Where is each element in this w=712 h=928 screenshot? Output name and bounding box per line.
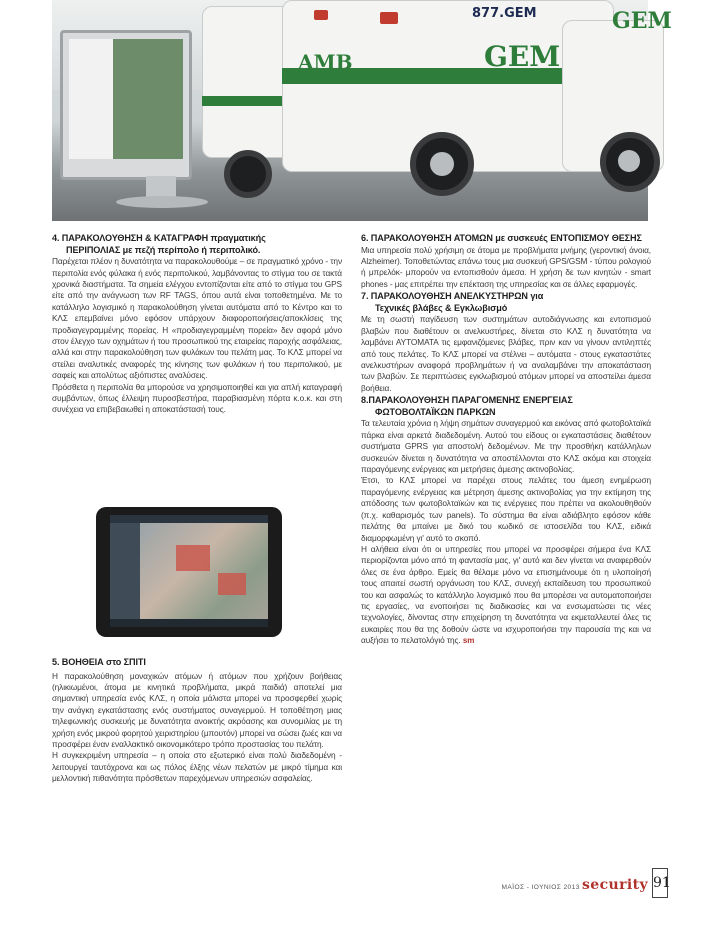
map-highlight [218, 573, 246, 595]
warning-light [380, 12, 398, 24]
wheel [600, 132, 660, 192]
section-8-paragraph-3-text: Η αλήθεια είναι ότι οι υπηρεσίες που μπορεί να προσφέρει σήμερα ένα ΚΛΣ περιορίζονται μόνο από τη φαντασία μας, γι' αυτό και δεν γίνεται να αναφερθούν όλες σε ένα άρθρο. Εμείς θα θέλαμε μόνο να επισημάνουμε ότι η υλοποίησή τους απαιτεί σωστή οργάνωση του ΚΛΣ, συνεχή εκπαίδευση του προσωπικού του και ασφαλώς το κατάλληλο λογισμικό που θα μπορέσει να αυτοματοποιήσει τις εργασίες, να ενοποιήσει τις διαδικασίες και να ενσωματώσει τις νέες τεχνολογίες, δίνοντας στην επιχείρηση τη δυνατότητα να εκμεταλλευτεί όλες τις ευκαιρίες που θα της δοθούν ώστε να ισχυροποιήσει την παρουσία της και να αυξήσει το πελατολόγιό της. [361, 543, 651, 646]
wheel-hub [430, 152, 454, 176]
map-highlight [176, 545, 210, 571]
issue-date: ΜΑΪΟΣ - ΙΟΥΝΙΟΣ 2013 [501, 884, 580, 891]
right-column [361, 233, 651, 647]
truck-logo-front: GEM [612, 8, 672, 34]
monitor-stand [146, 176, 176, 198]
section-4-paragraph-1: Παρέχεται πλέον η δυνατότητα να παρακολουθούμε – σε πραγματικό χρόνο - την περιπολία ενός φύλακα ή ενός περιπολικού, λαμβάνοντας το στίγμα του σε τακτά χρονικά διαστήματα. Τα σημεία ελέγχου εντοπίζονται είτε από το στίγμα του GPS είτε από την ανάγνωση των RF TAGS, όπου αυτά είναι τοποθετημένα. Με το κατάλληλο λογισμικό η παρακολούθηση γίνεται αυτόματα από το Κέντρο και το ΚΛΣ επεμβαίνει μόνο εφόσον υπάρχουν διαφοροποιήσεις/αποκλίσεις της προδιαγεγραμμένης πορείας. Η «προδιαγεγραμμένη πορεία» δεν αφορά μόνο στον έλεγχο των οχημάτων ή του προσωπικού της εταιρείας παροχής ασφάλειας, αλλά και στην παρακολούθηση των φυλάκων του πελάτη μας. Το ΚΛΣ μπορεί να στείλει αναλυτικές αναφορές της κίνησης των φυλάκων ή του περιπολικού, με σαφείς και απολύτως αξιόπιστες αναλύσεις. [52, 256, 342, 381]
section-5-paragraph-1: Η παρακολούθηση μοναχικών ατόμων ή ατόμων που χρήζουν βοήθειας (ηλικιωμένοι, άτομα με κινητικά προβλήματα, μικρά παιδιά) αποτελεί μια σημαντική υπηρεσία ενός ΚΛΣ, η οποία μάλιστα μπορεί να προσφερθεί χωρίς την ανάγκη εγκατάστασης ενός συστήματος συναγερμού. Η τοποθέτηση μιας τηλεφωνικής συσκευής με δυνατότητα ανοικτής ακρόασης και συνομιλίας με τη χρήση ενός μικρού φορητού χειριστηρίου (μπουτόν) μπορεί να σώσει ζωές και να προσφέρει έναν εναλλακτικό οικονομικότερο τρόπο προστασίας του πελάτη. [52, 670, 342, 750]
section-7-heading-line2: Τεχνικές βλάβες & Εγκλωβισμό [375, 302, 508, 313]
section-5-paragraph-2: Η συγκεκριμένη υπηρεσία – η οποία στο εξωτερικό είναι πολύ διαδεδομένη - λειτουργεί ταυτόχρονα και ως πόλος έλξης νέων πελατών με μικρό τίμημα και μελλοντική πιθανότητα πρόσθετων παρεχόμενων υπηρεσιών ασφαλείας. [52, 750, 342, 784]
truck-number: 877.GEM [472, 6, 537, 21]
section-8-heading-line2: ΦΩΤΟΒΟΛΤΑΪΚΩΝ ΠΑΡΚΩΝ [375, 406, 496, 417]
tablet-sidebar [110, 523, 140, 627]
footer-line [502, 877, 648, 893]
section-7-heading-line1: 7. ΠΑΡΑΚΟΛΟΥΘΗΣΗ ΑΝΕΛΚΥΣΤΗΡΩΝ για [361, 291, 544, 302]
left-column-bottom [52, 657, 342, 785]
section-6-paragraph: Μια υπηρεσία πολύ χρήσιμη σε άτομα με προβλήματα μνήμης (γεροντική άνοια, Alzheimer). Τοποθετώντας επάνω τους μια συσκευή GPS/GSM - τύπου ρολογιού ή μπρελόκ- μπορούν να εντοπισθούν άμεσα. Η χρήση δε των κινητών - smart phones - μας επιτρέπει την επέκταση της υπηρεσίας και σε άλλες εφαρμογές. [361, 244, 651, 289]
magazine-brand: security [582, 877, 648, 893]
wheel-hub [618, 150, 640, 172]
left-column [52, 233, 342, 416]
section-4-paragraph-2: Πρόσθετα η περιπολία θα μπορούσε να χρησιμοποιηθεί και για απλή καταγραφή συμβάντων, όπως έλλειψη πυροσβεστήρα, παραβιασμένη πόρτα κ.ο.κ. και στη συνέχεια να επιβεβαιωθεί η αποκατάστασή τους. [52, 381, 342, 415]
tablet-map [140, 523, 268, 627]
wheel [410, 132, 474, 196]
monitor-display [60, 30, 192, 180]
section-5-heading: 5. ΒΟΗΘΕΙΑ στο ΣΠΙΤΙ [52, 657, 146, 667]
monitor-table-pane [69, 39, 113, 159]
section-8-heading [361, 395, 651, 418]
tablet-screen [110, 515, 268, 627]
page-number: 91 [652, 868, 668, 898]
monitor-map-screen [69, 39, 183, 159]
section-8-paragraph-3 [361, 544, 651, 647]
wheel [224, 150, 272, 198]
section-7-heading [361, 291, 651, 314]
tablet-status-bar [110, 515, 268, 523]
section-4-heading-line2: ΠΕΡΙΠΟΛΙΑΣ με πεζή περίπολο ή περιπολικό. [66, 244, 261, 255]
section-4-heading [52, 233, 342, 256]
page-footer [428, 872, 648, 896]
section-8-paragraph-1: Τα τελευταία χρόνια η λήψη σημάτων συναγερμού και εικόνας από φωτοβολταϊκά πάρκα είναι αρκετά διαδεδομένη. Αυτού του είδους οι εγκαταστάσεις διαθέτουν συστήματα GPRS για αποστολή δεδομένων. Με την προσθήκη κατάλληλων συσκευών δίνεται η δυνατότητα να αποστέλλονται στο ΚΛΣ ακόμα και στοιχεία παραγόμενης ενέργειας και μετρήσεις άμεσης ακτινοβολίας. [361, 418, 651, 475]
end-mark: sm [462, 636, 475, 646]
tablet-image [96, 507, 282, 637]
section-8-heading-line1: 8.ΠΑΡΑΚΟΛΟΥΘΗΣΗ ΠΑΡΑΓΟΜΕΝΗΣ ΕΝΕΡΓΕΙΑΣ [361, 395, 573, 406]
section-7-paragraph: Με τη σωστή παγίδευση των συστημάτων αυτοδιάγνωσης και εντοπισμού βλαβών που διαθέτουν οι ανελκυστήρες, δίνεται στο ΚΛΣ η δυνατότητα να λαμβάνει ΑΥΤΟΜΑΤΑ τις εμφανιζόμενες βλάβες, πριν καν να γίνουν αντιληπτές από τους πελάτες. Το ΚΛΣ μπορεί να στέλνει – αυτόματα - στους εγκαταστάτες ανελκυστήρων αναφορά προβλημάτων ή να αναλαμβάνει την αποκατάσταση των βλαβών. Σε περιπτώσεις εγκλωβισμού ατόμων μπορεί να αποστείλει άμεσα βοήθεια. [361, 314, 651, 393]
truck-logo: GEM [484, 40, 561, 73]
warning-light [314, 10, 328, 20]
truck-logo-back: AMB [298, 50, 353, 74]
section-8-paragraph-2: Έτσι, το ΚΛΣ μπορεί να παρέχει στους πελάτες του άμεση ενημέρωση παραγόμενης ενέργειας και μέτρηση άμεσης ακτινοβολίας για την εκτίμηση της απόδοσης των φωτοβολταϊκών και τις ενέργειες που πρέπει να ακολουθηθούν (π.χ. καθαρισμός των panels). Το σύστημα θα είναι αδιάβλητο εφόσον κάθε πελάτης θα μπαίνει με δικό του κωδικό σε ιστοσελίδα του ΚΛΣ, ειδικά διαμορφωμένη γι' αυτό το σκοπό. [361, 475, 651, 543]
section-6-heading: 6. ΠΑΡΑΚΟΛΟΥΘΗΣΗ ΑΤΟΜΩΝ με συσκευές ΕΝΤΟΠΙΣΜΟΥ ΘΕΣΗΣ [361, 233, 642, 243]
section-4-heading-line1: 4. ΠΑΡΑΚΟΛΟΥΘΗΣΗ & ΚΑΤΑΓΡΑΦΗ πραγματικής [52, 233, 266, 243]
monitor-base [116, 196, 208, 208]
ambulance-photo [52, 0, 672, 221]
tablet-nav-bar [110, 619, 268, 627]
